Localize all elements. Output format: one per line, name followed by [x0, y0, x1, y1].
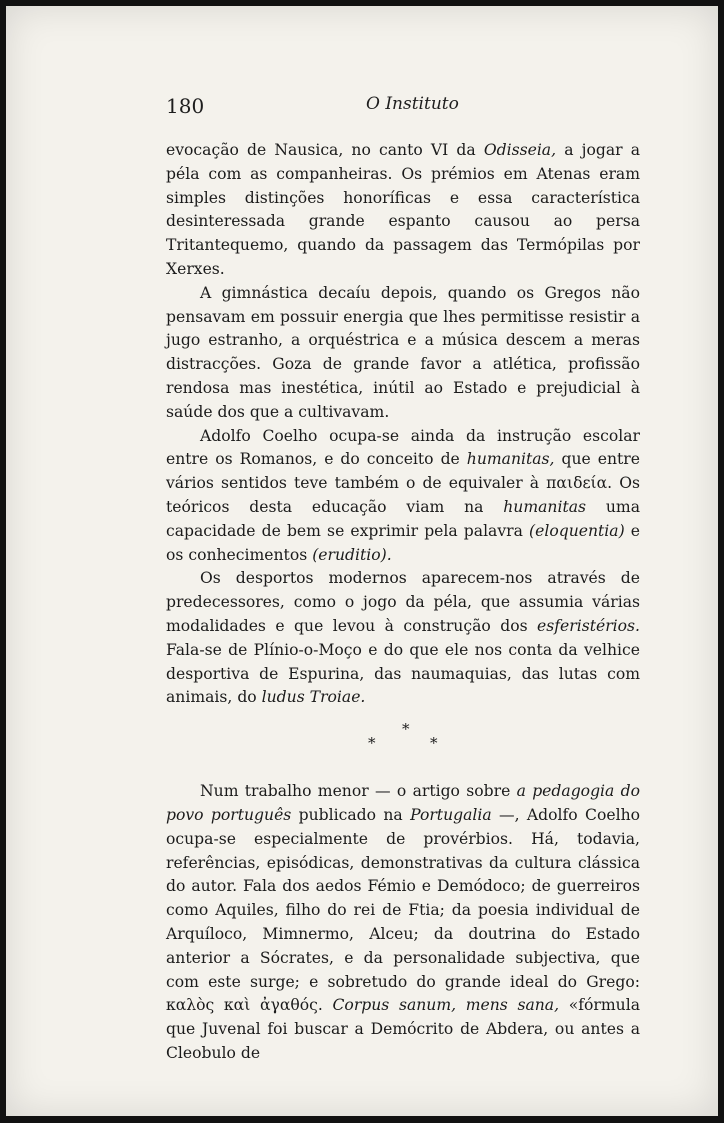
- paragraph-4: Os desportos modernos aparecem-nos através de predecessores, como o jogo da péla, que assumia várias modalidades e que levou à construção dos esferistérios. Fala-se de Plínio-o-Moço e do que ele nos conta da velhice desportiva de Espurina, das naumaquias, das lutas com animais, do ludus Troiae.: [166, 569, 640, 707]
- greek-word: παιδεία.: [546, 474, 613, 493]
- asterisk: *: [402, 720, 410, 739]
- greek-phrase: καλὸς καὶ ἀγαθός.: [166, 996, 323, 1015]
- page-header: [6, 94, 718, 124]
- running-title: O Instituto: [366, 94, 459, 114]
- book-page: [6, 6, 718, 1116]
- page-number: 180: [166, 94, 205, 118]
- section-break-asterisks: [166, 710, 640, 780]
- paragraph-3: Adolfo Coelho ocupa-se ainda da instrução escolar entre os Romanos, e do conceito de humanitas, que entre vários sentidos teve também o de equivaler à παιδεία. Os teóricos desta educação viam na humanitas uma capacidade de bem se exprimir pela palavra (eloquentia) e os conhecimentos (eruditio).: [166, 426, 640, 564]
- paragraph-2: A gimnástica decaíu depois, quando os Gregos não pensavam em possuir energia que lhes permitisse resistir a jugo estranho, a orquéstrica e a música descem a meras distracções. Goza de grande favor a atlética, profissão rendosa mas inestética, inútil ao Estado e prejudicial à saúde dos que a cultivavam.: [166, 283, 640, 421]
- page-body: [166, 139, 640, 1066]
- asterisk: *: [430, 734, 438, 753]
- paragraph-1: evocação de Nausica, no canto VI da Odisseia, a jogar a péla com as companheiras. Os prémios em Atenas eram simples distinções honoríficas e essa característica desinteressada grande espanto causou ao persa Tritantequemo, quando da passagem das Termópilas por Xerxes.: [166, 141, 641, 278]
- asterisk: *: [368, 734, 376, 753]
- paragraph-5: Num trabalho menor — o artigo sobre a pedagogia do povo português publicado na Portugalia —, Adolfo Coelho ocupa-se especialmente de provérbios. Há, todavia, referências, episódicas, demonstrativas da cultura clássica do autor. Fala dos aedos Fémio e Demódoco; de guerreiros como Aquiles, filho do rei de Ftia; da poesia individual de Arquíloco, Mimnermo, Alceu; da doutrina do Estado anterior a Sócrates, e da personalidade subjectiva, que com este surge; e sobretudo do grande ideal do Grego: καλὸς καὶ ἀγαθός. Corpus sanum, mens sana, «fórmula que Juvenal foi buscar a Demócrito de Abdera, ou antes a Cleobulo de: [166, 782, 641, 1062]
